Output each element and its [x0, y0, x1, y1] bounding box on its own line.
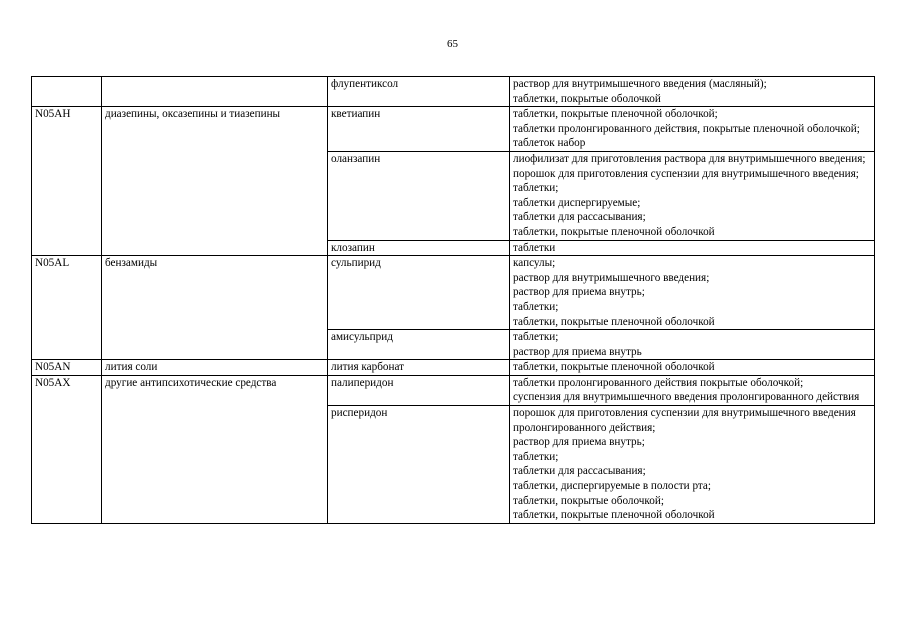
- page-number: 65: [447, 38, 458, 50]
- dosage-forms-cell: [510, 375, 875, 405]
- dosage-form: раствор для внутримышечного введения (масляный);: [513, 78, 767, 90]
- table-row: [32, 256, 875, 330]
- group-name-cell: [102, 406, 328, 524]
- group-name-cell: бензамиды: [102, 256, 328, 330]
- drug-name-cell: рисперидон: [328, 406, 510, 524]
- dosage-forms-cell: [510, 330, 875, 360]
- dosage-form: таблетки;: [513, 300, 559, 313]
- table-row: [32, 107, 875, 152]
- atc-code-cell: N05AL: [32, 256, 102, 330]
- dosage-form: суспензия для внутримышечного введения пролонгированного действия: [513, 391, 860, 404]
- table-row: [32, 375, 875, 405]
- atc-code-cell: [32, 406, 102, 524]
- drug-name-cell: клозапин: [328, 240, 510, 256]
- dosage-forms-cell: [510, 77, 875, 107]
- dosage-forms-cell: [510, 240, 875, 256]
- dosage-form: таблетки, покрытые оболочкой;: [513, 494, 664, 507]
- table-row: [32, 360, 875, 376]
- dosage-form: раствор для приема внутрь: [513, 345, 642, 358]
- dosage-form: порошок для приготовления суспензии для внутримышечного введения пролонгированного действия;: [513, 407, 856, 434]
- dosage-form: таблетки, диспергируемые в полости рта;: [513, 480, 711, 493]
- table-row: [32, 77, 875, 107]
- dosage-form: таблетки для рассасывания;: [513, 211, 646, 224]
- dosage-form: лиофилизат для приготовления раствора для внутримышечного введения;: [513, 152, 866, 165]
- atc-code-cell: [32, 240, 102, 256]
- dosage-form: таблетки пролонгированного действия, покрытые пленочной оболочкой;: [513, 122, 860, 135]
- dosage-form: таблетки;: [513, 331, 559, 344]
- dosage-form: раствор для приема внутрь;: [513, 286, 645, 299]
- dosage-form: капсулы;: [513, 257, 556, 270]
- group-name-cell: [102, 77, 328, 107]
- dosage-form: таблетки: [513, 241, 556, 254]
- atc-code-cell: [32, 151, 102, 240]
- group-name-cell: [102, 240, 328, 256]
- drug-name-cell: амисульприд: [328, 330, 510, 360]
- drug-table: [31, 76, 875, 524]
- drug-name-cell: сульпирид: [328, 256, 510, 330]
- table-row: [32, 330, 875, 360]
- table-row: [32, 240, 875, 256]
- drug-name-cell: кветиапин: [328, 107, 510, 152]
- atc-code-cell: N05AN: [32, 360, 102, 376]
- dosage-forms-cell: [510, 151, 875, 240]
- table-row: [32, 151, 875, 240]
- dosage-form: раствор для приема внутрь;: [513, 436, 645, 449]
- atc-code-cell: N05AH: [32, 107, 102, 152]
- dosage-form: таблетки, покрытые пленочной оболочкой;: [513, 108, 718, 121]
- group-name-cell: лития соли: [102, 360, 328, 376]
- drug-name-cell: флупентиксол: [328, 77, 510, 107]
- dosage-form: таблетки, покрытые пленочной оболочкой: [513, 225, 715, 238]
- table-row: [32, 406, 875, 524]
- dosage-form: таблеток набор: [513, 137, 586, 150]
- dosage-form: таблетки;: [513, 182, 559, 195]
- dosage-forms-cell: [510, 360, 875, 376]
- drug-name-cell: оланзапин: [328, 151, 510, 240]
- group-name-cell: диазепины, оксазепины и тиазепины: [102, 107, 328, 152]
- drug-name-cell: палиперидон: [328, 375, 510, 405]
- dosage-form: таблетки, покрытые пленочной оболочкой: [513, 315, 715, 328]
- group-name-cell: [102, 151, 328, 240]
- dosage-form: порошок для приготовления суспензии для внутримышечного введения;: [513, 167, 859, 180]
- dosage-form: таблетки пролонгированного действия покрытые оболочкой;: [513, 376, 804, 389]
- drug-name-cell: лития карбонат: [328, 360, 510, 376]
- group-name-cell: другие антипсихотические средства: [102, 375, 328, 405]
- atc-code-cell: N05AX: [32, 375, 102, 405]
- dosage-form: таблетки, покрытые пленочной оболочкой: [513, 361, 715, 374]
- group-name-cell: [102, 330, 328, 360]
- dosage-form: таблетки, покрытые пленочной оболочкой: [513, 509, 715, 522]
- dosage-forms-cell: [510, 406, 875, 524]
- dosage-form: таблетки для рассасывания;: [513, 465, 646, 478]
- dosage-form: таблетки;: [513, 450, 559, 463]
- dosage-forms-cell: [510, 256, 875, 330]
- dosage-form: таблетки диспергируемые;: [513, 196, 641, 209]
- dosage-form: раствор для внутримышечного введения;: [513, 271, 710, 284]
- atc-code-cell: [32, 330, 102, 360]
- dosage-form: таблетки, покрытые оболочкой: [513, 92, 661, 105]
- dosage-forms-cell: [510, 107, 875, 152]
- atc-code-cell: [32, 77, 102, 107]
